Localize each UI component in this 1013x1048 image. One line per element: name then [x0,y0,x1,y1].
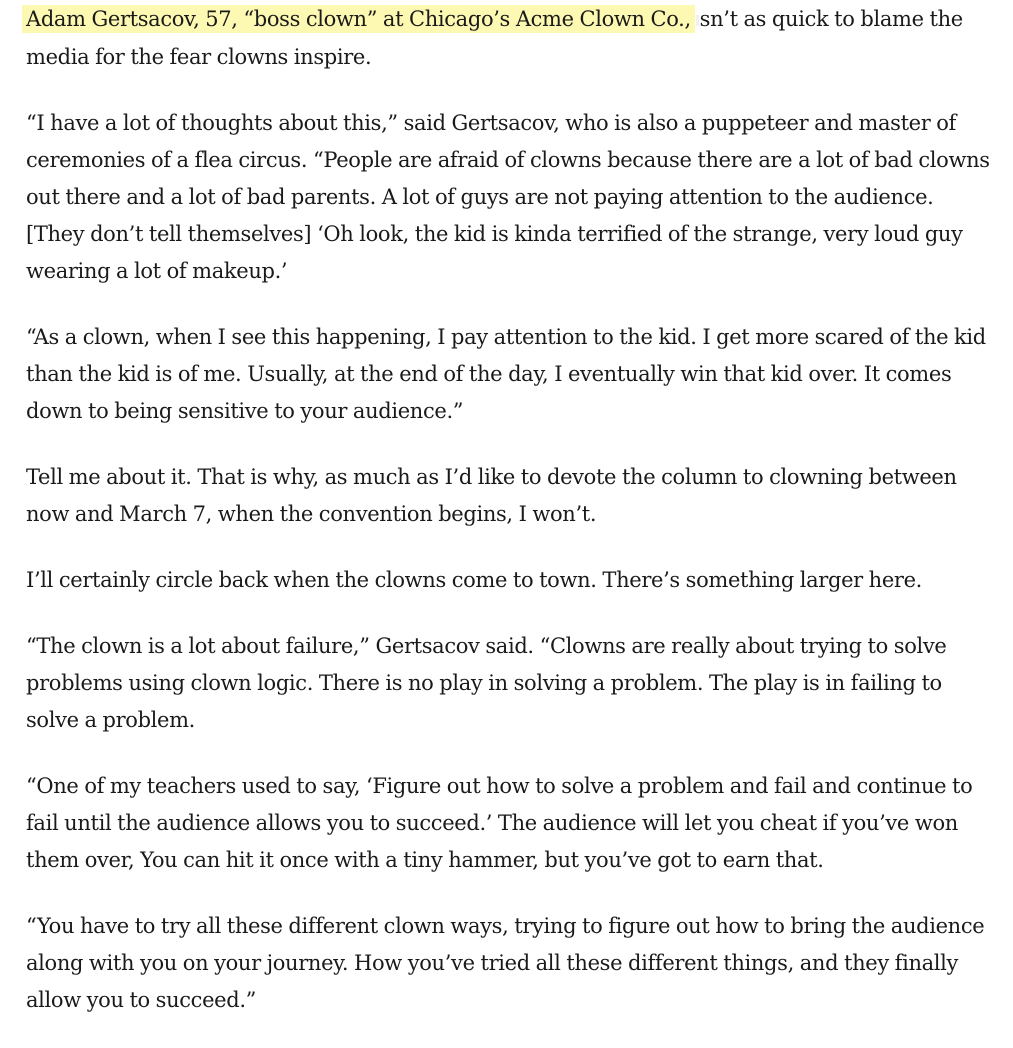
highlight-handle-icon: i [695,15,699,26]
article-body [26,0,991,1048]
article-paragraph: Tell me about it. That is why, as much as I’d like to devote the column to clowning between now and March 7, when the convention begins, I won’t. [26,465,957,526]
article-paragraph-intro [26,1,991,76]
article-paragraph: I’ll certainly circle back when the clowns come to town. There’s something larger here. [26,568,923,592]
article-paragraph: “One of my teachers used to say, ‘Figure out how to solve a problem and fail and continue to fail until the audience allows you to succeed.’ The audience will let you cheat if you’ve won them over, You can hit it once with a tiny hammer, but you’ve got to earn that. [26,774,973,872]
article-paragraph: “The clown is a lot about failure,” Gertsacov said. “Clowns are really about trying to solve problems using clown logic. There is no play in solving a problem. The play is in failing to solve a problem. [26,634,947,732]
intro-continuation: sn’t as quick to blame the media for the fear clowns inspire. [26,7,963,69]
highlighted-text[interactable]: Adam Gertsacov, 57, “boss clown” at Chicago’s Acme Clown Co., [26,7,691,31]
article-paragraph: “You have to try all these different clown ways, trying to figure out how to bring the audience along with you on your journey. How you’ve tried all these different things, and they finally allow you to succeed.” [26,914,985,1012]
article-paragraph: “As a clown, when I see this happening, I pay attention to the kid. I get more scared of the kid than the kid is of me. Usually, at the end of the day, I eventually win that kid over. It comes down to being sensitive to your audience.” [26,325,986,423]
article-paragraph: “I have a lot of thoughts about this,” said Gertsacov, who is also a puppeteer and master of ceremonies of a flea circus. “People are afraid of clowns because there are a lot of bad clowns out there and a lot of bad parents. A lot of guys are not paying attention to the audience. [They don’t tell themselves] ‘Oh look, the kid is kinda terrified of the strange, very loud guy wearing a lot of makeup.’ [26,111,990,283]
